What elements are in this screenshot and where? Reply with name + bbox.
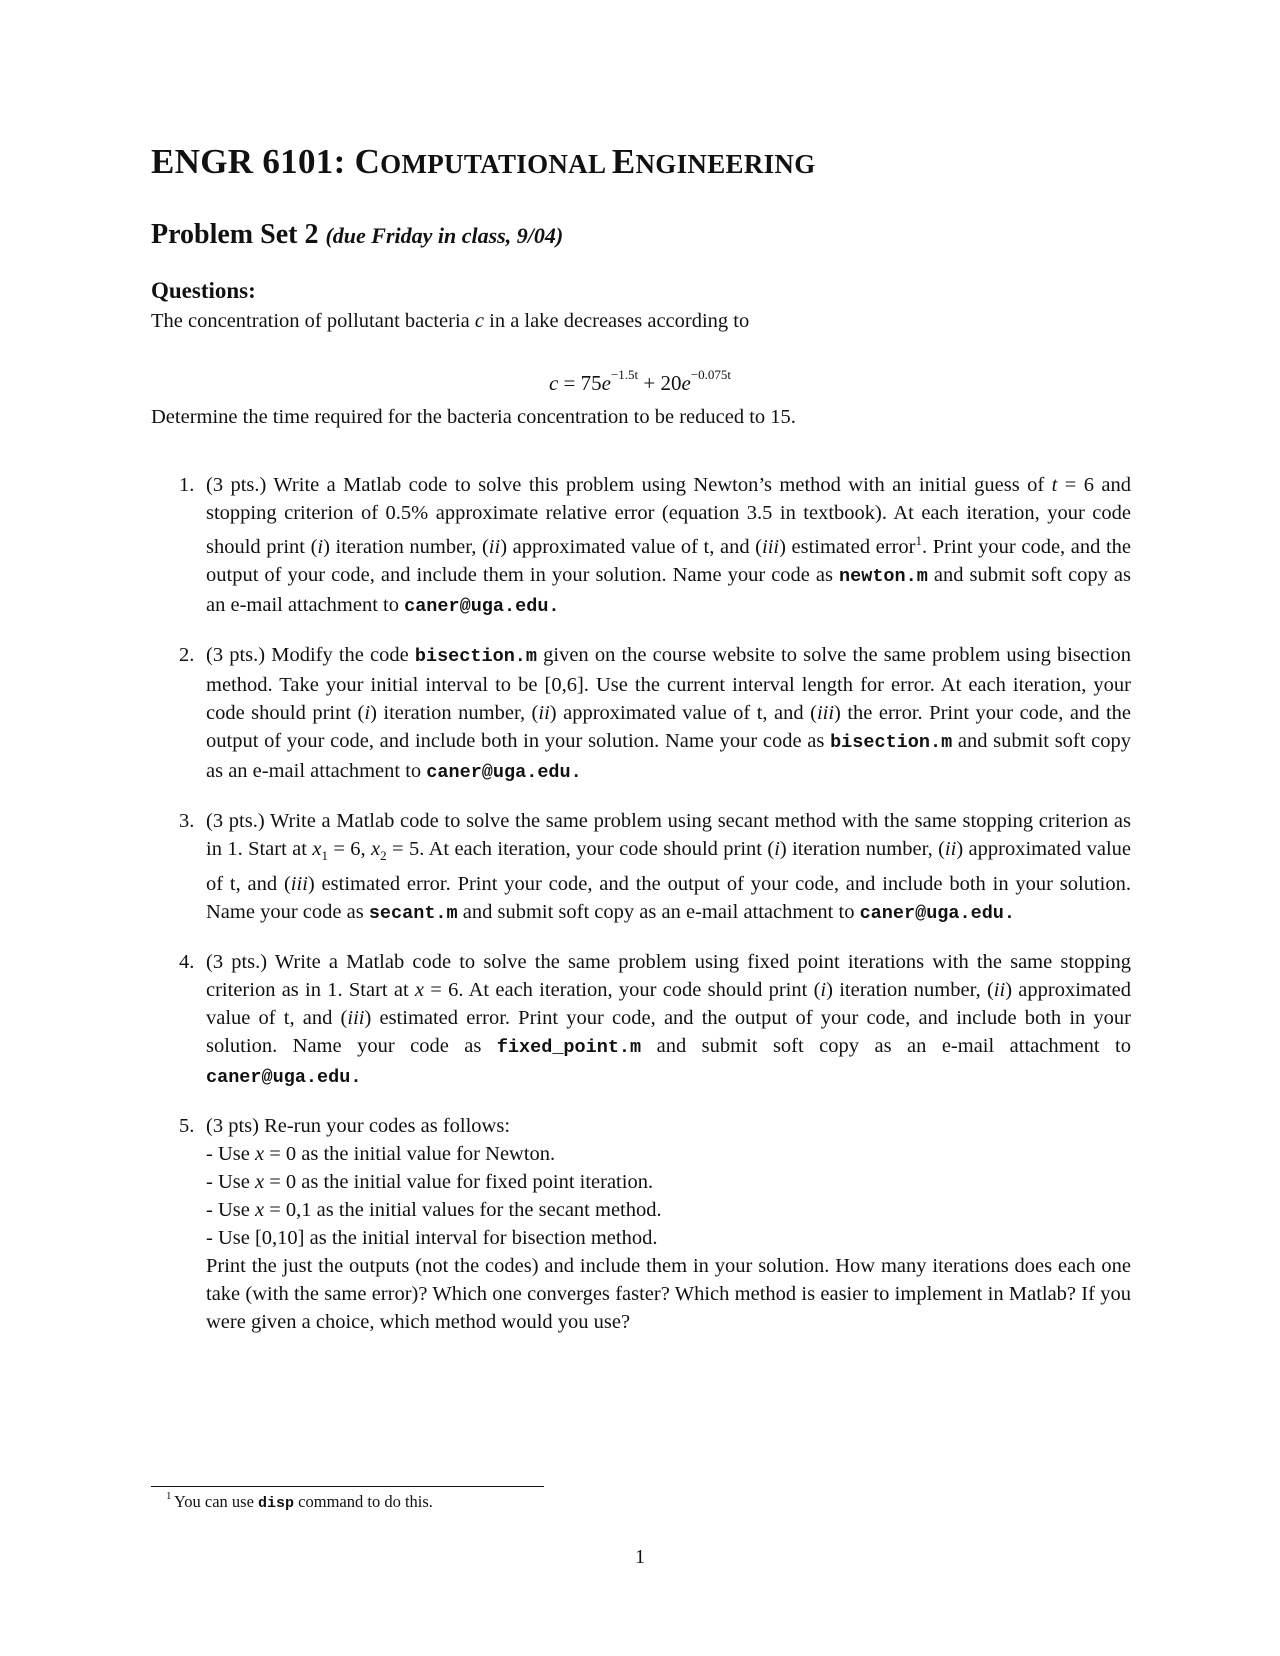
- q2-text-c: ) iteration number, (: [370, 701, 539, 724]
- q1-i: i: [317, 535, 324, 558]
- eq-exp-2: −0.075t: [690, 367, 732, 382]
- email-address: caner@uga.edu.: [426, 761, 582, 783]
- q5-line-bisection: [206, 1224, 1131, 1252]
- code-filename: newton.m: [839, 565, 928, 587]
- q3-text-g: and submit soft copy as an e-mail attachment to: [457, 900, 860, 923]
- q1-text-g: . Print your code, and the output of your code, and include them in your solution. Name your code as: [206, 535, 1131, 586]
- q4-iii: iii: [347, 1006, 365, 1029]
- q3-text-d: ) iteration number, (: [779, 837, 945, 860]
- question-number: 4.: [179, 950, 195, 973]
- intro-post: in a lake decreases according to: [484, 310, 750, 332]
- q4-text-e: ) estimated error. Print your code, and the output of your code, and include both in your solution. Name your code as: [206, 1006, 1132, 1057]
- question-list: [151, 471, 1131, 1356]
- course-name-rest-2: NGINEERING: [635, 149, 816, 179]
- footnote-rule: [151, 1486, 544, 1487]
- q3-text-b: = 6,: [327, 837, 372, 860]
- q3-sub-1: 1: [321, 847, 328, 863]
- email-address: caner@uga.edu.: [859, 902, 1016, 924]
- q4-text-a: (3 pts.) Write a Matlab code to solve the same problem using fixed point iterations with the same stopping criterion as in 1. Start at: [206, 950, 1131, 1001]
- footnote-ref[interactable]: 1: [915, 533, 922, 548]
- q3-text-f: ) estimated error. Print your code, and the output of your code, and include both in your solution. Name your code as: [206, 872, 1131, 923]
- line-pre: - Use: [206, 1226, 255, 1249]
- q3-i: i: [774, 837, 780, 860]
- question-1: [151, 471, 1131, 621]
- task-text: Determine the time required for the bacteria concentration to be reduced to 15.: [151, 406, 796, 428]
- code-filename: secant.m: [368, 902, 458, 924]
- q5-line-secant: [206, 1196, 1131, 1224]
- q1-text-d: ) iteration number, (: [323, 535, 489, 558]
- q4-text-d: ) approximated value of t, and (: [206, 978, 1132, 1029]
- email-address: caner@uga.edu.: [206, 1066, 362, 1088]
- q2-text-b: given on the course website to solve the same problem using bisection method. Take your initial interval to be [0,6]. Use the current interval length for error. At each iteration, your code should print (: [206, 643, 1131, 724]
- course-code: ENGR 6101:: [151, 142, 346, 181]
- q1-text-e: ) approximated value of t, and (: [500, 535, 762, 558]
- line-pre: - Use: [206, 1198, 255, 1221]
- q2-iii: iii: [816, 701, 835, 724]
- question-3: [151, 807, 1131, 928]
- concentration-equation: [0, 367, 1280, 396]
- q1-text-c: = 6 and stopping criterion of 0.5% approximate relative error (equation 3.5 in textbook). At each iteration, your code should print (: [206, 474, 1131, 558]
- intro-text: [151, 307, 1131, 335]
- line-var: x: [254, 1198, 265, 1221]
- problem-set-title: [151, 219, 563, 251]
- q2-text-f: and submit soft copy as an e-mail attachment to: [206, 729, 1131, 782]
- q2-text-a: (3 pts.) Modify the code: [206, 643, 415, 666]
- footnote-pre: You can use: [174, 1492, 259, 1511]
- q5-line-fixed-point: [206, 1168, 1131, 1196]
- q4-ii: ii: [993, 978, 1006, 1001]
- eq-part-2: + 20: [638, 371, 682, 395]
- eq-e2: e: [681, 371, 691, 395]
- intro-var: c: [474, 310, 484, 332]
- question-number: 5.: [179, 1114, 195, 1137]
- question-4: [151, 948, 1131, 1092]
- q2-text-d: ) approximated value of t, and (: [549, 701, 817, 724]
- q4-text-c: ) iteration number, (: [826, 978, 994, 1001]
- q2-text-e: ) the error. Print your code, and the output of your code, and include both in your solution. Name your code as: [206, 701, 1131, 752]
- q3-text-a: (3 pts.) Write a Matlab code to solve the same problem using secant method with the same stopping criterion as in 1. Start at: [206, 809, 1131, 860]
- q3-text-e: ) approximated value of t, and (: [206, 837, 1131, 895]
- q3-iii: iii: [290, 872, 308, 895]
- q3-ii: ii: [944, 837, 957, 860]
- problem-set-label: Problem Set 2: [151, 219, 319, 250]
- q2-i: i: [364, 701, 371, 724]
- q1-text-f: ) estimated error: [779, 535, 916, 558]
- q1-var-t: t: [1051, 474, 1058, 496]
- eq-exp-1: −1.5t: [610, 367, 639, 382]
- footnote-code: disp: [258, 1495, 295, 1512]
- page-number: 1: [635, 1546, 645, 1568]
- course-name-cap-c: C: [354, 142, 381, 181]
- q1-iii: iii: [762, 535, 780, 558]
- line-post: = 0 as the initial value for Newton.: [264, 1142, 556, 1165]
- q3-text-c: = 5. At each iteration, your code should print (: [386, 837, 775, 860]
- line-post: = 0 as the initial value for fixed point iteration.: [264, 1170, 654, 1193]
- eq-lhs: c: [548, 371, 559, 395]
- line-var: x: [254, 1142, 265, 1165]
- intro-pre: The concentration of pollutant bacteria: [151, 310, 475, 332]
- q5-tail: Print the just the outputs (not the codes) and include them in your solution. How many iterations does each one take (with the same error)? Which one converges faster? Which method is easier to implement in Matlab? If you were given a choice, which method would you use?: [206, 1254, 1131, 1333]
- line-var: x: [254, 1170, 265, 1193]
- question-number: 1.: [179, 474, 195, 496]
- eq-part-1: = 75: [558, 371, 602, 395]
- eq-e1: e: [601, 371, 611, 395]
- line-post: = 0,1 as the initial values for the secant method.: [264, 1198, 662, 1221]
- code-filename: fixed_point.m: [496, 1036, 642, 1058]
- q1-text-h: and submit soft copy as an e-mail attachment to: [206, 563, 1132, 616]
- footnote-mark: 1: [166, 1490, 172, 1502]
- course-name-rest-1: OMPUTATIONAL: [380, 149, 612, 179]
- q1-text-a: (3 pts.) Write a Matlab code to solve this problem using Newton’s method with an initial guess of: [206, 474, 1052, 496]
- footnote-post: command to do this.: [294, 1492, 433, 1511]
- q4-i: i: [820, 978, 827, 1001]
- course-name-cap-e: E: [611, 142, 636, 181]
- q4-x: x: [414, 978, 425, 1001]
- q2-ii: ii: [538, 701, 550, 724]
- question-number: 3.: [179, 809, 195, 832]
- line-pre: - Use: [206, 1142, 255, 1165]
- question-2: [151, 641, 1131, 787]
- q3-x1: x: [312, 837, 322, 860]
- q5-line-newton: [206, 1140, 1131, 1168]
- line-post: [0,10] as the initial interval for bisection method.: [254, 1226, 658, 1249]
- footnote: [166, 1490, 433, 1512]
- code-filename: bisection.m: [414, 645, 537, 667]
- q5-lead: (3 pts) Re-run your codes as follows:: [206, 1114, 511, 1137]
- line-pre: - Use: [206, 1170, 255, 1193]
- questions-heading: Questions:: [151, 278, 256, 303]
- due-date: (due Friday in class, 9/04): [325, 223, 564, 248]
- code-filename: bisection.m: [830, 731, 953, 753]
- email-address: caner@uga.edu.: [404, 595, 560, 617]
- q3-sub-2: 2: [380, 847, 387, 863]
- question-5: [151, 1112, 1131, 1336]
- q4-text-f: and submit soft copy as an e-mail attachment to: [641, 1034, 1131, 1057]
- q4-text-b: = 6. At each iteration, your code should print (: [424, 978, 821, 1001]
- q3-x2: x: [371, 837, 381, 860]
- q1-ii: ii: [488, 535, 501, 558]
- question-number: 2.: [179, 643, 195, 666]
- course-title: [151, 142, 816, 182]
